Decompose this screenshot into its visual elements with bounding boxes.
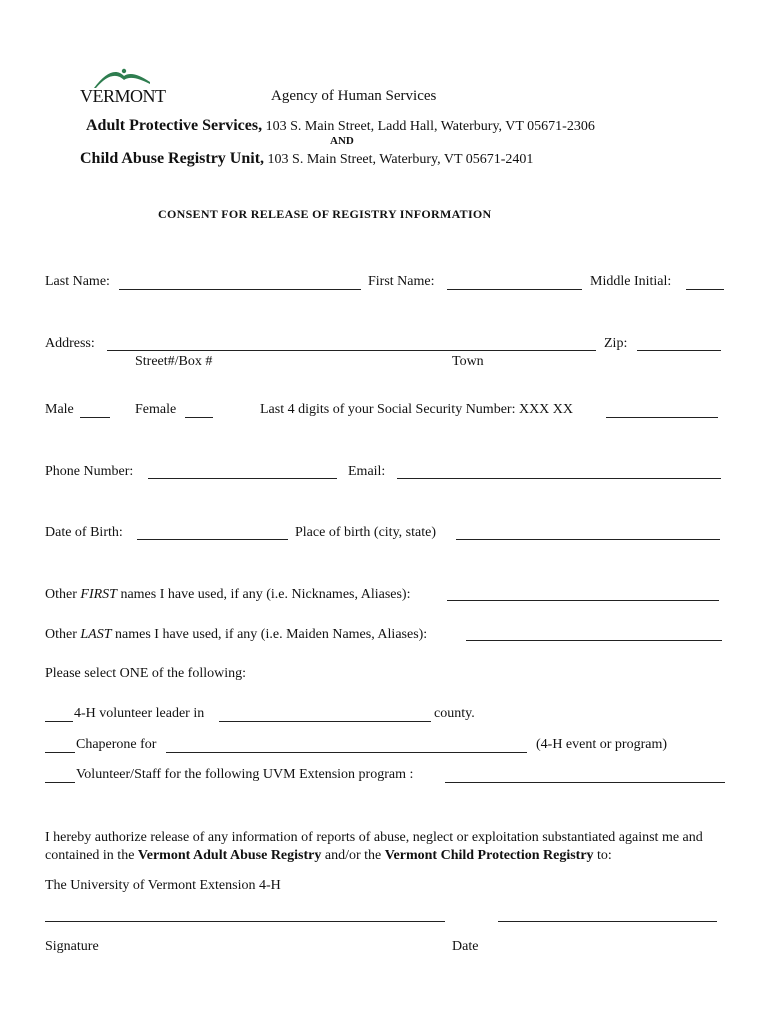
option-volunteer-staff-check[interactable] <box>45 782 75 783</box>
other-first-em: FIRST <box>80 587 117 602</box>
other-first-post: names I have used, if any (i.e. Nicknames, Aliases): <box>116 587 411 602</box>
other-last-post: names I have used, if any (i.e. Maiden Names, Aliases): <box>111 627 428 642</box>
county-field[interactable] <box>219 721 431 722</box>
other-last-names-field[interactable] <box>466 640 722 641</box>
town-sublabel: Town <box>452 354 484 369</box>
car-name: Child Abuse Registry Unit, <box>80 150 265 167</box>
option-chaperone-check[interactable] <box>45 752 75 753</box>
address-label: Address: <box>45 336 95 351</box>
signature-label: Signature <box>45 939 99 954</box>
signature-field[interactable] <box>45 921 445 922</box>
middle-initial-field[interactable] <box>686 289 724 290</box>
street-sublabel: Street#/Box # <box>135 354 213 369</box>
vermont-logo-text: VERMONT <box>80 86 166 106</box>
phone-label: Phone Number: <box>45 464 134 479</box>
last-name-field[interactable] <box>119 289 361 290</box>
other-first-names-label <box>45 587 410 603</box>
auth-text-3: to: <box>593 848 612 863</box>
other-last-em: LAST <box>80 627 112 642</box>
female-label: Female <box>135 402 177 417</box>
auth-text-1: I hereby authorize release of any information of reports of abuse, neglect or exploitation substantiated against me and contained in the <box>45 830 703 863</box>
date-field[interactable] <box>498 921 717 922</box>
male-label: Male <box>45 402 74 417</box>
phone-field[interactable] <box>148 478 337 479</box>
auth-text-2: and/or the <box>321 848 385 863</box>
select-one-instruction: Please select ONE of the following: <box>45 666 247 681</box>
male-field[interactable] <box>80 417 110 418</box>
other-first-names-field[interactable] <box>447 600 719 601</box>
other-last-names-label <box>45 627 427 643</box>
recipient: The University of Vermont Extension 4-H <box>45 878 281 893</box>
option-4h-leader-check[interactable] <box>45 721 73 722</box>
dob-label: Date of Birth: <box>45 525 123 540</box>
middle-initial-label: Middle Initial: <box>590 274 672 289</box>
ssn-field[interactable] <box>606 417 718 418</box>
pob-label: Place of birth (city, state) <box>295 525 436 540</box>
car-line <box>80 150 533 168</box>
child-protection-registry: Vermont Child Protection Registry <box>384 848 594 863</box>
address-field[interactable] <box>107 350 596 351</box>
zip-field[interactable] <box>637 350 721 351</box>
form-title: CONSENT FOR RELEASE OF REGISTRY INFORMATION <box>158 207 492 221</box>
uvm-program-field[interactable] <box>445 782 725 783</box>
authorization-statement <box>45 829 745 865</box>
zip-label: Zip: <box>604 336 628 351</box>
aps-name: Adult Protective Services, <box>86 117 263 134</box>
female-field[interactable] <box>185 417 213 418</box>
last-name-label: Last Name: <box>45 274 110 289</box>
car-address: 103 S. Main Street, Waterbury, VT 05671-2401 <box>264 152 534 167</box>
option-chaperone-label: Chaperone for <box>76 737 157 752</box>
dob-field[interactable] <box>137 539 288 540</box>
chaperone-event-field[interactable] <box>166 752 527 753</box>
agency-name: Agency of Human Services <box>271 88 437 104</box>
other-first-pre: Other <box>45 587 81 602</box>
county-suffix: county. <box>434 706 475 721</box>
ssn-label: Last 4 digits of your Social Security Number: XXX XX <box>260 402 574 417</box>
chaperone-suffix: (4-H event or program) <box>536 737 668 752</box>
email-label: Email: <box>348 464 386 479</box>
option-volunteer-staff-label: Volunteer/Staff for the following UVM Extension program : <box>76 767 414 782</box>
adult-abuse-registry: Vermont Adult Abuse Registry <box>137 848 322 863</box>
first-name-label: First Name: <box>368 274 435 289</box>
option-4h-leader-label: 4-H volunteer leader in <box>74 706 205 721</box>
aps-address: 103 S. Main Street, Ladd Hall, Waterbury, VT 05671-2306 <box>262 119 595 134</box>
email-field[interactable] <box>397 478 721 479</box>
other-last-pre: Other <box>45 627 81 642</box>
and-separator: AND <box>330 135 354 147</box>
pob-field[interactable] <box>456 539 720 540</box>
first-name-field[interactable] <box>447 289 582 290</box>
aps-line <box>86 117 595 135</box>
date-label: Date <box>452 939 479 954</box>
